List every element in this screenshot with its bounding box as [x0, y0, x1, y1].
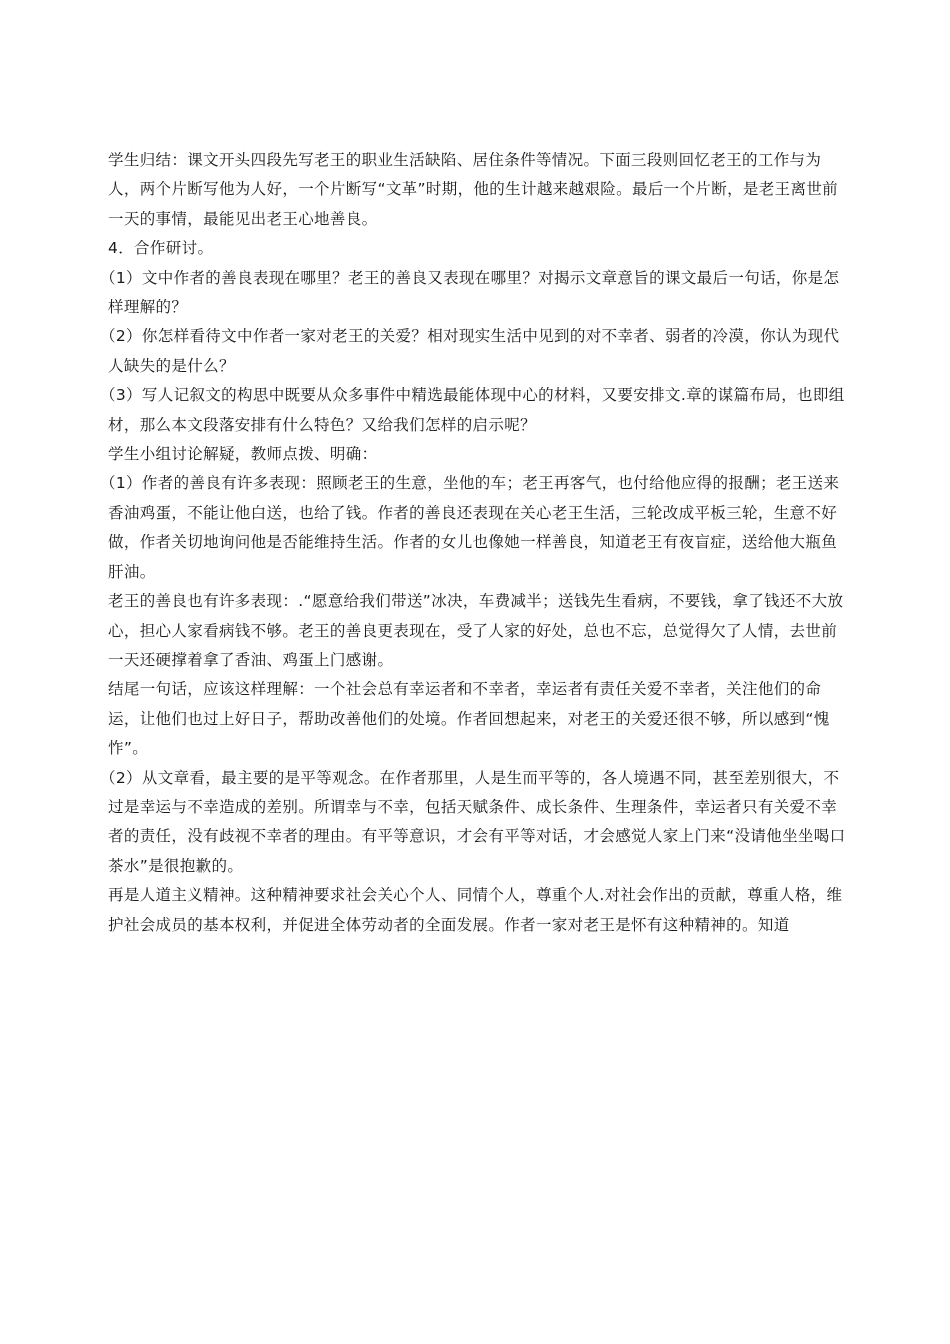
paragraph-summary: 学生归结：课文开头四段先写老王的职业生活缺陷、居住条件等情况。下面三段则回忆老王的工作与为人，两个片断写他为人好，一个片断写“文革”时期，他的生计越来越艰险。最后一个片断，是老王离世前一天的事情，最能见出老王心地善良。	[108, 151, 839, 228]
question-1: （1）文中作者的善良表现在哪里？老王的善良又表现在哪里？对揭示文章意旨的课文最后一句话，你是怎样理解的？	[100, 268, 840, 317]
question-2: （2）你怎样看待文中作者一家对老王的关爱？相对现实生活中见到的对不幸者、弱者的冷漠，你认为现代人缺失的是什么？	[100, 327, 840, 375]
answer-1: （1）作者的善良有许多表现：照顾老王的生意，坐他的车；老王再客气，也付给他应得的报酬；老王送来香油鸡蛋，不能让他白送，也给了钱。作者的善良还表现在关心老王生活，三轮改成平板三轮，生意不好做，作者关切地询问他是否能维持生活。作者的女儿也像她一样善良，知道老王有夜盲症，送给他大瓶鱼肝油。	[100, 474, 840, 581]
discussion-intro: 学生小组讨论解疑，教师点拨、明确：	[108, 445, 378, 464]
document-page	[100, 146, 848, 940]
answer-2: （2）从文章看，最主要的是平等观念。在作者那里，人是生而平等的，各人境遇不同，甚至差别很大，不过是幸运与不幸造成的差别。所谓幸与不幸，包括天赋条件、成长条件、生理条件，幸运者只有关爱不幸者的责任，没有歧视不幸者的理由。有平等意识，才会有平等对话，才会感觉人家上门来“没请他坐坐喝口茶水”是很抱歉的。	[100, 768, 846, 875]
question-3: （3）写人记叙文的构思中既要从众多事件中精选最能体现中心的材料，又要安排文.章的谋篇布局，也即组材，那么本文段落安排有什么特色？又给我们怎样的启示呢？	[100, 386, 845, 434]
section-heading-discussion: 4．合作研讨。	[108, 239, 214, 258]
answer-1-ending: 结尾一句话，应该这样理解：一个社会总有幸运者和不幸者，幸运者有责任关爱不幸者，关注他们的命运，让他们也过上好日子，帮助改善他们的处境。作者回想起来，对老王的关爱还很不够，所以感到“愧怍”。	[108, 680, 830, 758]
answer-2-humanism: 再是人道主义精神。这种精神要求社会关心个人、同情个人，尊重个人.对社会作出的贡献，尊重人格，维护社会成员的基本权利，并促进全体劳动者的全面发展。作者一家对老王是怀有这种精神的。知道	[108, 886, 843, 934]
answer-1-laowang: 老王的善良也有许多表现：.“愿意给我们带送”冰决，车费减半；送钱先生看病，不要钱，拿了钱还不大放心，担心人家看病钱不够。老王的善良更表现在，受了人家的好处，总也不忘，总觉得欠了人情，去世前一天还硬撑着拿了香油、鸡蛋上门感谢。	[108, 592, 844, 669]
